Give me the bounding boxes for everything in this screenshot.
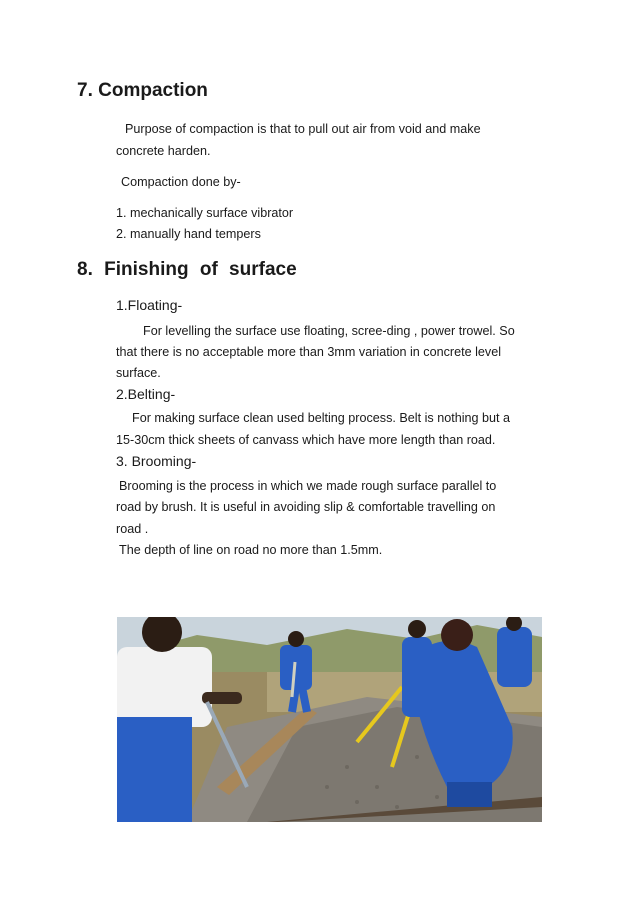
belting-line-1: For making surface clean used belting process. Belt is nothing but a: [132, 411, 511, 425]
purpose-line-2: concrete harden.: [116, 144, 211, 158]
brooming-line-3: road .: [116, 522, 149, 536]
purpose-line-1: Purpose of compaction is that to pull out air from void and make: [125, 122, 481, 136]
subheading-brooming: 3. Brooming-: [116, 453, 197, 469]
floating-line-2: that there is no acceptable more than 3mm variation in concrete level: [116, 345, 502, 359]
photo-illustration: [117, 617, 542, 822]
subheading-floating: 1.Floating-: [116, 297, 183, 313]
floating-line-3: surface.: [116, 366, 161, 380]
section-heading-finishing: 8. Finishing of surface: [77, 259, 297, 280]
compaction-done-by: Compaction done by-: [121, 175, 241, 189]
brooming-line-2: road by brush. It is useful in avoiding slip & comfortable travelling on: [116, 500, 496, 514]
section-heading-compaction: 7. Compaction: [77, 80, 208, 101]
worker-white-shirt: [117, 647, 212, 727]
worker-blue-pants: [117, 717, 192, 822]
method-2: 2. manually hand tempers: [116, 227, 261, 241]
brooming-line-1: Brooming is the process in which we made rough surface parallel to: [119, 479, 497, 493]
method-1: 1. mechanically surface vibrator: [116, 206, 294, 220]
floating-line-1: For levelling the surface use floating, scree-ding , power trowel. So: [143, 324, 515, 338]
brooming-line-4: The depth of line on road no more than 1.5mm.: [119, 543, 383, 557]
subheading-belting: 2.Belting-: [116, 386, 176, 402]
belting-line-2: 15-30cm thick sheets of canvass which have more length than road.: [116, 433, 496, 447]
road-construction-photo: [117, 617, 542, 822]
